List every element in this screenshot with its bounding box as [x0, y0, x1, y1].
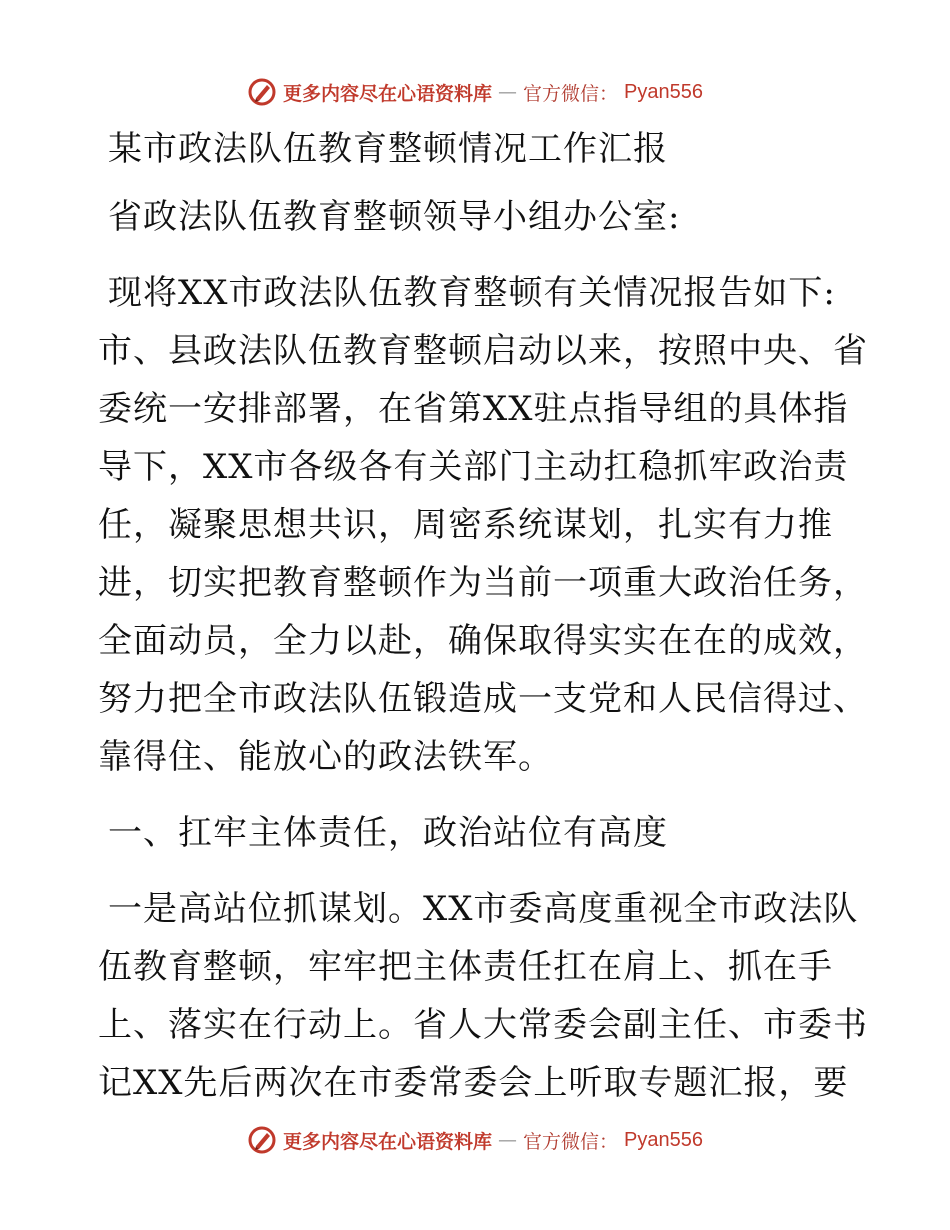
- document-body: [98, 120, 868, 1112]
- paragraph-line: 导下，XX市各级各有关部门主动扛稳抓牢政治责: [98, 447, 849, 487]
- paragraph-line: 上、落实在行动上。省人大常委会副主任、市委书: [98, 1005, 868, 1045]
- document-title: 某市政法队伍教育整顿情况工作汇报: [108, 129, 668, 169]
- paragraph-line: 靠得住、能放心的政法铁军。: [98, 737, 553, 777]
- watermark-wechat-label: 官方微信：: [523, 1130, 619, 1153]
- watermark-text: 更多内容尽在心语资料库: [283, 82, 493, 105]
- paragraph-line: 委统一安排部署，在省第XX驻点指导组的具体指: [98, 389, 849, 429]
- paragraph-line: 任，凝聚思想共识，周密系统谋划，扎实有力推: [98, 505, 833, 545]
- paragraph-line: 全面动员，全力以赴，确保取得实实在在的成效，: [98, 621, 868, 661]
- paragraph-line: 进，切实把教育整顿作为当前一项重大政治任务，: [98, 563, 868, 603]
- paragraph-line: 市、县政法队伍教育整顿启动以来，按照中央、省: [98, 331, 868, 371]
- watermark-wechat-id: Pyan556: [624, 80, 703, 103]
- paragraph-line: 一是高站位抓谋划。XX市委高度重视全市政法队: [108, 889, 859, 929]
- watermark-separator: —: [498, 81, 518, 103]
- watermark-footer: [0, 1120, 950, 1160]
- section-heading: 一、扛牢主体责任，政治站位有高度: [108, 813, 668, 853]
- watermark-header: [0, 72, 950, 112]
- watermark-text: 更多内容尽在心语资料库: [283, 1130, 493, 1153]
- watermark-separator: —: [498, 1129, 518, 1151]
- watermark-wechat-id: Pyan556: [624, 1128, 703, 1151]
- paragraph-line: 伍教育整顿，牢牢把主体责任扛在肩上、抓在手: [98, 947, 833, 987]
- pen-logo-icon: [247, 77, 277, 107]
- paragraph-line: 现将XX市政法队伍教育整顿有关情况报告如下:: [108, 273, 836, 313]
- document-recipient: 省政法队伍教育整顿领导小组办公室:: [108, 197, 681, 237]
- watermark-wechat-label: 官方微信：: [523, 82, 619, 105]
- paragraph-line: 记XX先后两次在市委常委会上听取专题汇报，要: [98, 1063, 849, 1103]
- pen-logo-icon: [247, 1125, 277, 1155]
- paragraph-line: 努力把全市政法队伍锻造成一支党和人民信得过、: [98, 679, 868, 719]
- intro-paragraph: [98, 264, 868, 786]
- section-paragraph: [98, 880, 868, 1112]
